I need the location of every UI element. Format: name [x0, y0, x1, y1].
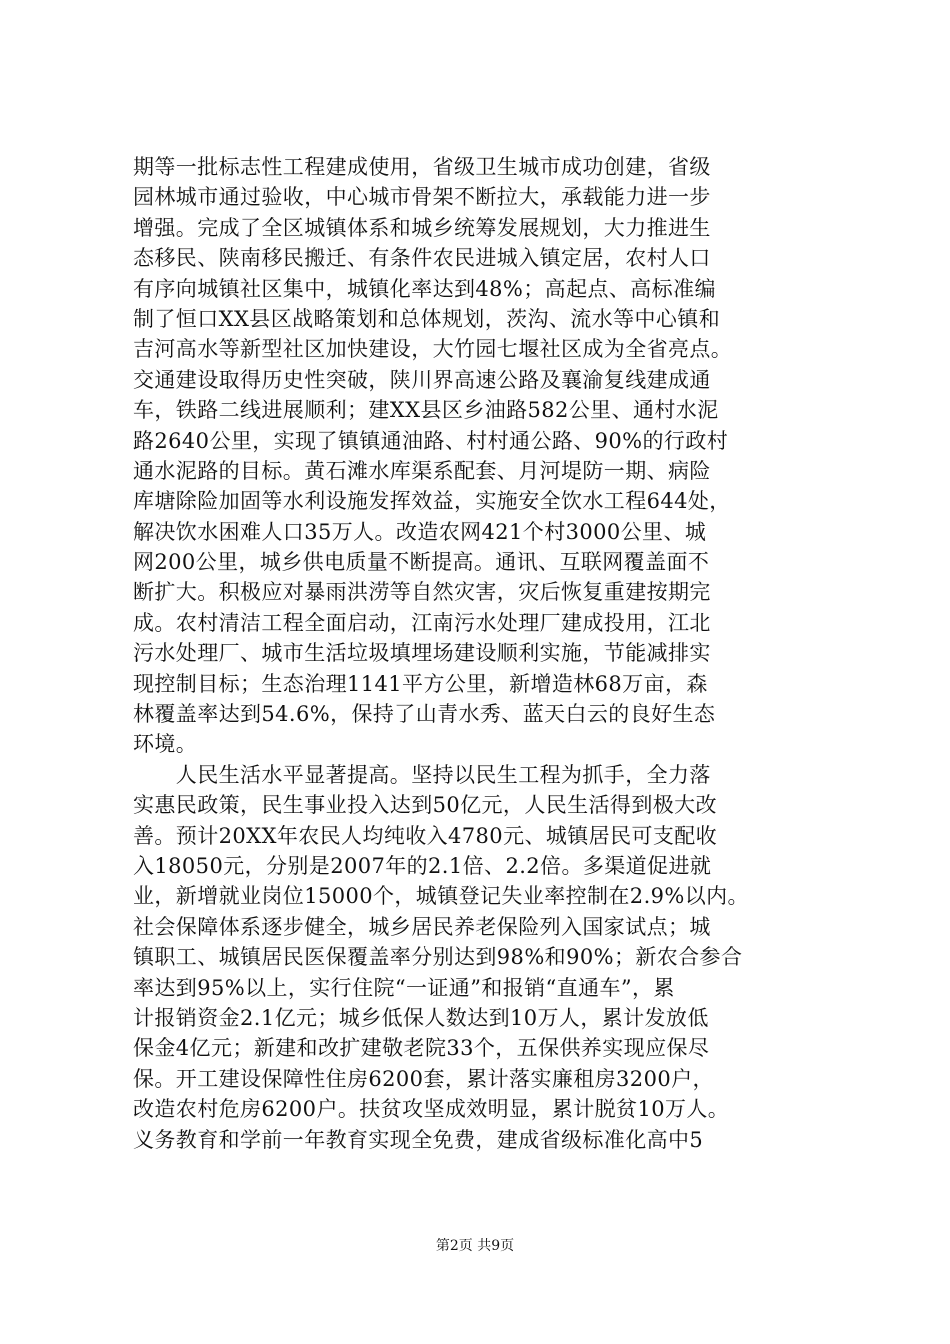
- document-body: [133, 152, 845, 1155]
- text-line: 网200公里，城乡供电质量不断提高。通讯、互联网覆盖面不: [133, 550, 710, 575]
- text-line: 林覆盖率达到54.6%，保持了山青水秀、蓝天白云的良好生态: [133, 702, 716, 727]
- text-line: 增强。完成了全区城镇体系和城乡统筹发展规划，大力推进生: [133, 215, 711, 240]
- text-line: 吉河高水等新型社区加快建设，大竹园七堰社区成为全省亮点。: [133, 337, 733, 362]
- text-line: 现控制目标；生态治理1141平方公里，新增造林68万亩，森: [133, 671, 708, 696]
- text-line: 交通建设取得历史性突破，陕川界高速公路及襄渝复线建成通: [133, 367, 711, 392]
- text-line: 成。农村清洁工程全面启动，江南污水处理厂建成投用，江北: [133, 610, 711, 635]
- text-line: 率达到95%以上，实行住院“一证通”和报销“直通车”，累: [133, 975, 675, 1000]
- text-line: 通水泥路的目标。黄石滩水库渠系配套、月河堤防一期、病险: [133, 458, 711, 483]
- page-footer: [0, 1236, 950, 1256]
- text-line: 园林城市通过验收，中心城市骨架不断拉大，承载能力进一步: [133, 185, 711, 210]
- text-line: 制了恒口XX县区战略策划和总体规划，茨沟、流水等中心镇和: [133, 306, 721, 331]
- text-line: 实惠民政策，民生事业投入达到50亿元，人民生活得到极大改: [133, 793, 717, 818]
- text-line: 社会保障体系逐步健全，城乡居民养老保险列入国家试点；城: [133, 914, 711, 939]
- text-line: 环境。: [133, 732, 198, 757]
- page-number: 第2页: [435, 1238, 473, 1254]
- text-line: 义务教育和学前一年教育实现全免费，建成省级标准化高中5: [133, 1127, 704, 1152]
- page-total: 共9页: [477, 1238, 515, 1254]
- text-line: 断扩大。积极应对暴雨洪涝等自然灾害，灾后恢复重建按期完: [133, 580, 711, 605]
- text-line: 态移民、陕南移民搬迁、有条件农民进城入镇定居，农村人口: [133, 246, 711, 271]
- text-line: 库塘除险加固等水利设施发挥效益，实施安全饮水工程644处，: [133, 489, 731, 514]
- text-line: 改造农村危房6200户。扶贫攻坚成效明显，累计脱贫10万人。: [133, 1097, 730, 1122]
- text-line: 保。开工建设保障性住房6200套，累计落实廉租房3200户，: [133, 1066, 714, 1091]
- text-line: 计报销资金2.1亿元；城乡低保人数达到10万人，累计发放低: [133, 1005, 709, 1030]
- text-line: 善。预计20XX年农民人均纯收入4780元、城镇居民可支配收: [133, 823, 718, 848]
- text-line: 污水处理厂、城市生活垃圾填埋场建设顺利实施，节能减排实: [133, 641, 711, 666]
- text-line: 路2640公里，实现了镇镇通油路、村村通公路、90%的行政村: [133, 428, 729, 453]
- text-line: 解决饮水困难人口35万人。改造农网421个村3000公里、城: [133, 519, 707, 544]
- text-line: 镇职工、城镇居民医保覆盖率分别达到98%和90%；新农合参合: [133, 945, 743, 970]
- text-line: 入18050元，分别是2007年的2.1倍、2.2倍。多渠道促进就: [133, 853, 712, 878]
- text-line: 保金4亿元；新建和改扩建敬老院33个，五保供养实现应保尽: [133, 1036, 710, 1061]
- text-line: 期等一批标志性工程建成使用，省级卫生城市成功创建，省级: [133, 155, 711, 179]
- text-line: 有序向城镇社区集中，城镇化率达到48%；高起点、高标准编: [133, 276, 716, 301]
- text-line: 业，新增就业岗位15000个，城镇登记失业率控制在2.9%以内。: [133, 884, 749, 909]
- text-line: 人民生活水平显著提高。坚持以民生工程为抓手，全力落: [133, 762, 711, 787]
- text-line: 车，铁路二线进展顺利；建XX县区乡油路582公里、通村水泥: [133, 398, 719, 423]
